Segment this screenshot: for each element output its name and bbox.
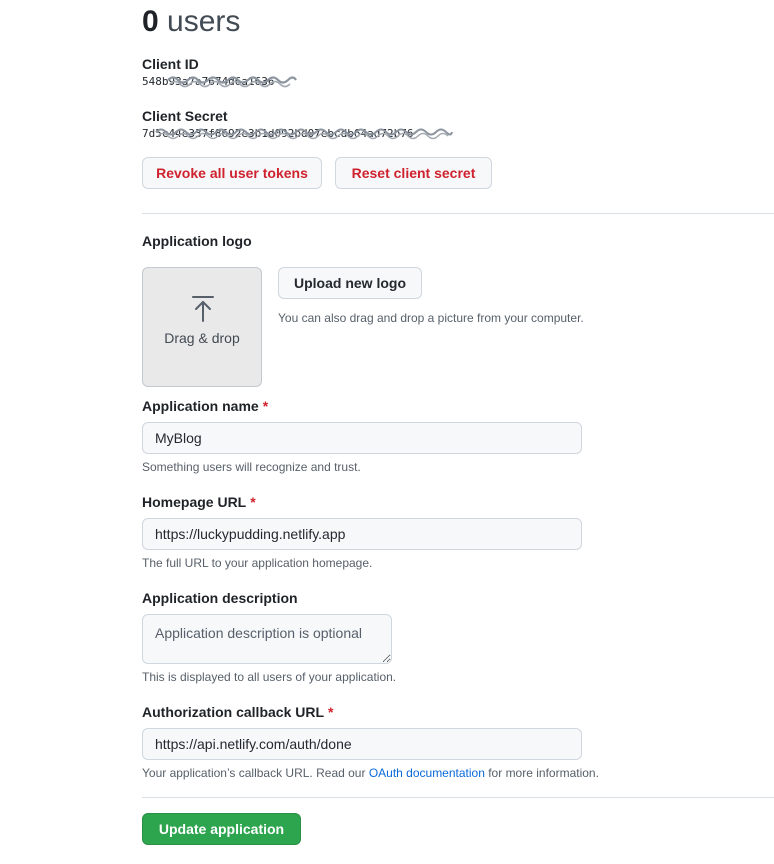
revoke-all-tokens-button[interactable]: Revoke all user tokens — [142, 157, 322, 189]
required-asterisk: * — [262, 398, 269, 414]
callback-hint-text-after: for more information. — [484, 766, 599, 780]
logo-drag-hint: You can also drag and drop a picture from your computer. — [278, 311, 584, 325]
application-description-hint: This is displayed to all users of your application. — [142, 670, 397, 684]
callback-url-label-text: Authorization callback URL — [142, 704, 325, 720]
reset-client-secret-button[interactable]: Reset client secret — [335, 157, 492, 189]
oauth-documentation-link[interactable]: OAuth documentation — [368, 766, 485, 780]
application-description-textarea[interactable] — [142, 614, 392, 664]
required-asterisk: * — [328, 704, 334, 720]
homepage-url-input[interactable] — [142, 518, 582, 550]
application-logo-label: Application logo — [142, 233, 252, 249]
update-application-button[interactable]: Update application — [142, 813, 301, 845]
users-count-word: users — [167, 5, 241, 38]
logo-dropzone[interactable] — [142, 267, 262, 387]
section-divider — [142, 213, 774, 214]
dropzone-label: Drag & drop — [164, 330, 240, 346]
client-secret-label: Client Secret — [142, 108, 228, 124]
client-id-value: 548b93a7a7674d6a1636 — [142, 75, 275, 88]
callback-url-input[interactable] — [142, 728, 582, 760]
upload-arrow-icon — [191, 295, 215, 328]
client-id-label: Client ID — [142, 56, 199, 72]
callback-url-hint — [142, 766, 599, 780]
homepage-url-label — [142, 494, 256, 510]
form-footer-divider — [142, 797, 774, 798]
homepage-url-hint: The full URL to your application homepage. — [142, 556, 373, 570]
application-name-label — [142, 398, 268, 414]
callback-hint-text-before: Your application’s callback URL. Read our — [142, 766, 369, 780]
required-asterisk: * — [250, 494, 256, 510]
upload-new-logo-button[interactable]: Upload new logo — [278, 267, 422, 299]
application-name-label-text: Application name — [142, 398, 259, 414]
users-count-heading — [142, 4, 240, 40]
application-name-hint: Something users will recognize and trust. — [142, 460, 361, 474]
client-secret-value: 7d5c44e337f8692e3b1d092bd07ebcdb64ad72b76 — [142, 127, 414, 140]
application-description-label: Application description — [142, 590, 298, 606]
callback-url-label — [142, 704, 333, 720]
application-name-input[interactable] — [142, 422, 582, 454]
users-count-number: 0 — [142, 5, 159, 38]
homepage-url-label-text: Homepage URL — [142, 494, 247, 510]
